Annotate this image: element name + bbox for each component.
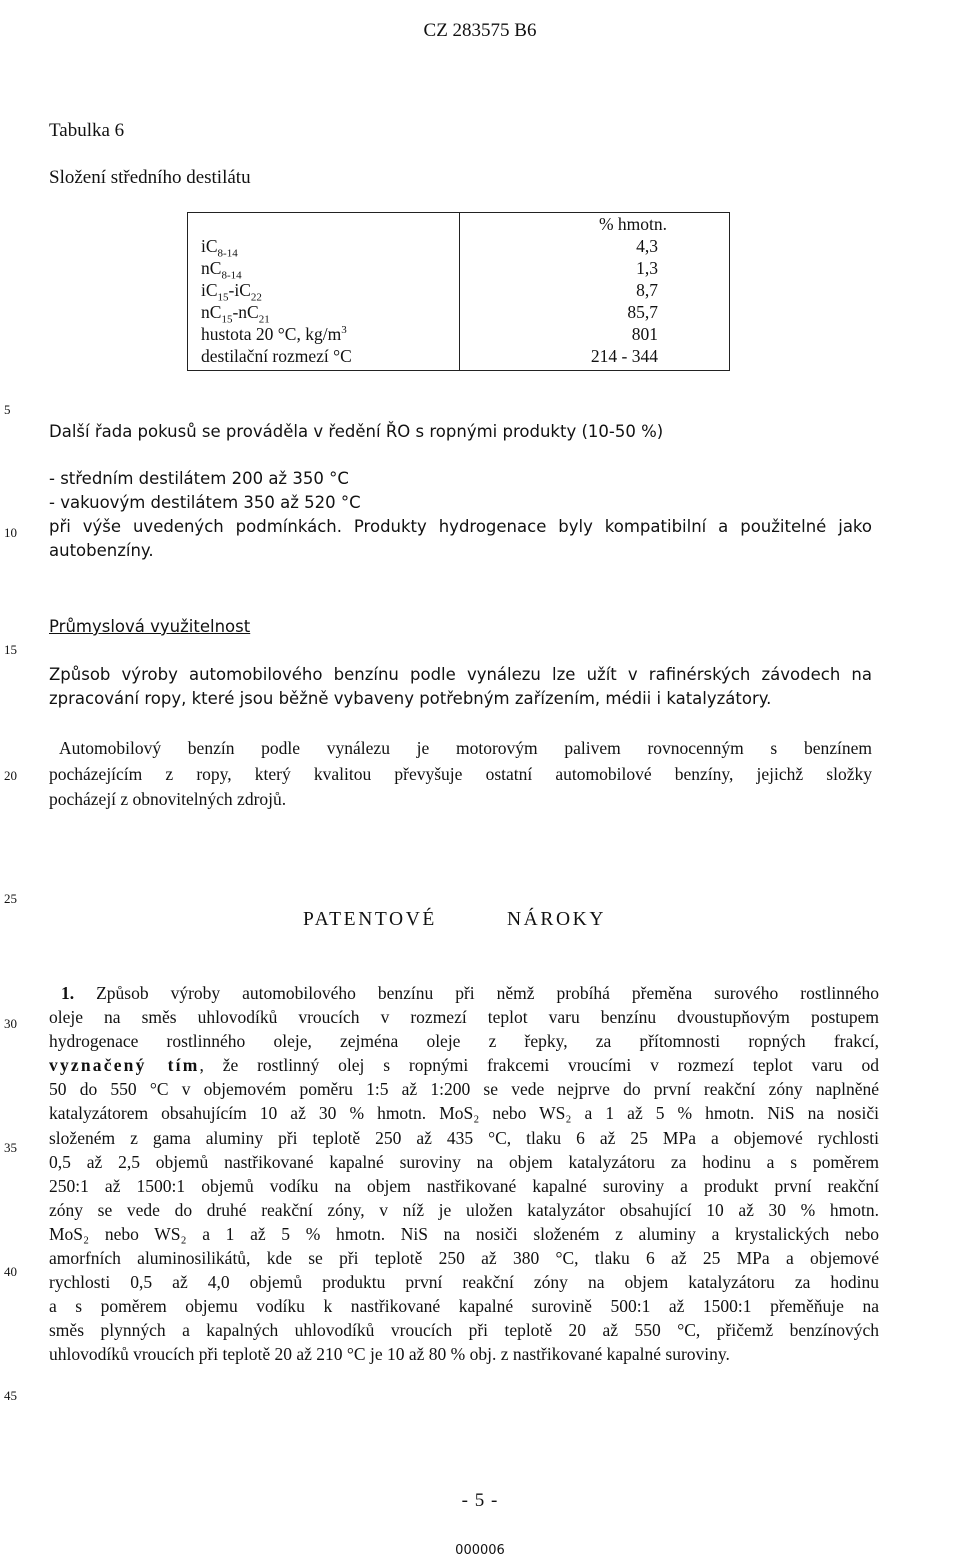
claim-text: , že rostlinný olej s ropnými frakcemi vroucími v rozmezí teplot varu od xyxy=(199,1055,879,1076)
subscript: 22 xyxy=(250,291,262,304)
experiments-conclusion-line-1: při výše uvedených podmínkách. Produkty hydrogenace byly kompatibilní a použitelné jako xyxy=(49,517,872,536)
claim-text: hydrogenace rostlinného oleje, zejména oleje z řepky, za přítomnosti ropných frakcí, xyxy=(49,1031,879,1052)
industrial-p1-line-1: Způsob výroby automobilového benzínu podle vynálezu lze užít v rafinérských závodech na xyxy=(49,665,872,684)
industrial-p2-line-2: pocházejícím z ropy, který kvalitou převyšuje ostatní automobilové benzíny, jejichž složky xyxy=(49,764,872,784)
claim-line xyxy=(49,1342,879,1366)
subscript: 15 xyxy=(217,291,229,304)
table-header-unit: % hmotn. xyxy=(598,214,667,234)
claim-text: směs plynných a kapalných uhlovodíků vroucích při teplotě 20 až 550 °C, přičemž benzínových xyxy=(49,1320,879,1341)
industrial-p2-line-1-text: Automobilový benzín podle vynálezu je motorovým palivem rovnocenným s benzínem xyxy=(59,738,872,758)
label-text: nC xyxy=(201,302,222,322)
claim-text: 250:1 až 1500:1 objemů vodíku na objem nastřikované kapalné suroviny a produkt první reakční xyxy=(49,1175,879,1196)
subscript: 8-14 xyxy=(217,247,238,260)
claim-text: 50 do 550 °C v objemovém poměru 1:5 až 1:200 se vede nejprve do první reakční zóny naplněné xyxy=(49,1079,879,1100)
table-row xyxy=(188,257,730,279)
line-number: 5 xyxy=(4,402,11,417)
claim-line xyxy=(49,1270,879,1294)
claim-line xyxy=(49,1053,879,1077)
industrial-p1-line-2: zpracování ropy, které jsou běžně vybaveny potřebným zařízením, médii i katalyzátory. xyxy=(49,689,772,708)
label-text: hustota 20 °C, kg/m xyxy=(201,324,342,344)
claim-line xyxy=(49,1174,879,1198)
claim-line xyxy=(49,1101,879,1125)
table-row-value: 214 - 344 xyxy=(590,346,658,366)
experiments-conclusion-line-2: autobenzíny. xyxy=(49,541,154,560)
claim-line xyxy=(49,1029,879,1053)
claim-lines xyxy=(49,981,879,1367)
claims-heading-left: PATENTOVÉ xyxy=(303,909,437,930)
table-row-label xyxy=(188,345,460,371)
label-text: nC xyxy=(201,258,222,278)
table-row-label xyxy=(188,323,460,345)
claim-text: složeném z gama aluminy při teplotě 250 až 435 °C, tlaku 6 až 25 MPa a objemové rychlosti xyxy=(49,1127,879,1148)
claim-text: katalyzátorem obsahujícím 10 až 30 % hmotn. MoS₂ nebo WS₂ a 1 až 5 % hmotn. NiS na nosiči xyxy=(49,1103,879,1124)
table-row-label xyxy=(188,301,460,326)
label-text: -nC xyxy=(232,302,259,322)
table-row-value: 85,7 xyxy=(627,302,658,322)
claim-text: amorfních aluminosilikátů, kde se při teplotě 250 až 380 °C, tlaku 6 až 25 MPa a objemové xyxy=(49,1248,879,1269)
claim-line xyxy=(49,1318,879,1342)
industrial-p2-line-3: pocházejí z obnovitelných zdrojů. xyxy=(49,789,287,809)
claim-line xyxy=(49,1198,879,1222)
table-row-value: 4,3 xyxy=(636,236,658,256)
claim-line xyxy=(49,1222,879,1246)
subscript: 8-14 xyxy=(221,269,242,282)
table-row-label xyxy=(188,235,460,260)
claim-text: Způsob výroby automobilového benzínu při němž probíhá přeměna surového rostlinného xyxy=(96,983,880,1003)
subscript: 15 xyxy=(221,313,233,326)
table-row-value: 801 xyxy=(631,324,658,344)
line-number: 45 xyxy=(4,1388,17,1403)
claim-line xyxy=(49,1294,879,1318)
experiments-item-1: - středním destilátem 200 až 350 °C xyxy=(49,469,349,488)
line-number: 30 xyxy=(4,1016,17,1031)
table-row xyxy=(188,301,730,323)
line-number: 10 xyxy=(4,525,17,540)
table-row-label xyxy=(188,257,460,282)
line-number: 35 xyxy=(4,1140,17,1155)
table-header-label-cell xyxy=(188,213,460,236)
document-code: 000006 xyxy=(455,1543,505,1558)
table-caption: Složení středního destilátu xyxy=(49,167,251,188)
table-row xyxy=(188,345,730,371)
industrial-heading: Průmyslová využitelnost xyxy=(49,617,251,636)
table-row xyxy=(188,323,730,345)
claim-1 xyxy=(49,981,879,1367)
table-row-value: 8,7 xyxy=(636,280,658,300)
characterizing-clause: vyznačený tím xyxy=(49,1055,200,1076)
line-number: 40 xyxy=(4,1264,17,1279)
claim-line xyxy=(49,1150,879,1174)
table-row xyxy=(188,279,730,301)
claim-text: oleje na směs uhlovodíků vroucích v rozmezí teplot varu benzínu dvoustupňovým postupem xyxy=(49,1007,879,1028)
subscript: 21 xyxy=(258,313,270,326)
industrial-p2-line-1 xyxy=(49,736,872,761)
claim-text: MoS₂ nebo WS₂ a 1 až 5 % hmotn. NiS na nosiči složeném z aluminy a krystalických nebo xyxy=(49,1223,879,1244)
line-number: 20 xyxy=(4,768,17,783)
composition-table xyxy=(187,212,730,371)
label-text: iC xyxy=(201,236,218,256)
label-text: -iC xyxy=(228,280,251,300)
claim-line xyxy=(49,1126,879,1150)
experiments-item-2: - vakuovým destilátem 350 až 520 °C xyxy=(49,493,361,512)
claim-text: zóny se vede do druhé reakční zóny, v níž je uložen katalyzátor obsahující 10 až 30 % hmotn. xyxy=(49,1199,879,1220)
claim-line xyxy=(49,1005,879,1029)
table-title: Tabulka 6 xyxy=(49,120,125,141)
claim-number: 1. xyxy=(61,983,97,1003)
table-row xyxy=(188,235,730,257)
claim-text: 0,5 až 2,5 objemů nastřikované kapalné suroviny na objem katalyzátoru za hodinu a s poměrem xyxy=(49,1151,879,1172)
claim-line xyxy=(49,1077,879,1101)
table-header-row xyxy=(188,213,730,236)
claim-text: a s poměrem objemu vodíku k nastřikované kapalné surovině 500:1 až 1500:1 přeměňuje na xyxy=(49,1296,879,1317)
claim-text: rychlosti 0,5 až 4,0 objemů produktu první reakční zóny na objem katalyzátoru za hodinu xyxy=(49,1272,879,1293)
line-number: 15 xyxy=(4,642,17,657)
claim-line xyxy=(49,1246,879,1270)
label-text: destilační rozmezí °C xyxy=(201,346,352,366)
table-row-label xyxy=(188,279,460,304)
page-number: - 5 - xyxy=(461,1490,499,1511)
superscript: 3 xyxy=(341,324,347,337)
claim-line xyxy=(49,981,879,1005)
experiments-intro: Další řada pokusů se prováděla v ředění ŘO s ropnými produkty (10-50 %) xyxy=(49,422,664,441)
claims-heading-right: NÁROKY xyxy=(507,909,607,930)
claim-text: uhlovodíků vroucích při teplotě 20 až 210 °C je 10 až 80 % obj. z nastřikované kapalné suroviny. xyxy=(49,1344,730,1365)
line-number: 25 xyxy=(4,891,17,906)
label-text: iC xyxy=(201,280,218,300)
patent-number: CZ 283575 B6 xyxy=(423,20,537,41)
table-row-value: 1,3 xyxy=(636,258,658,278)
